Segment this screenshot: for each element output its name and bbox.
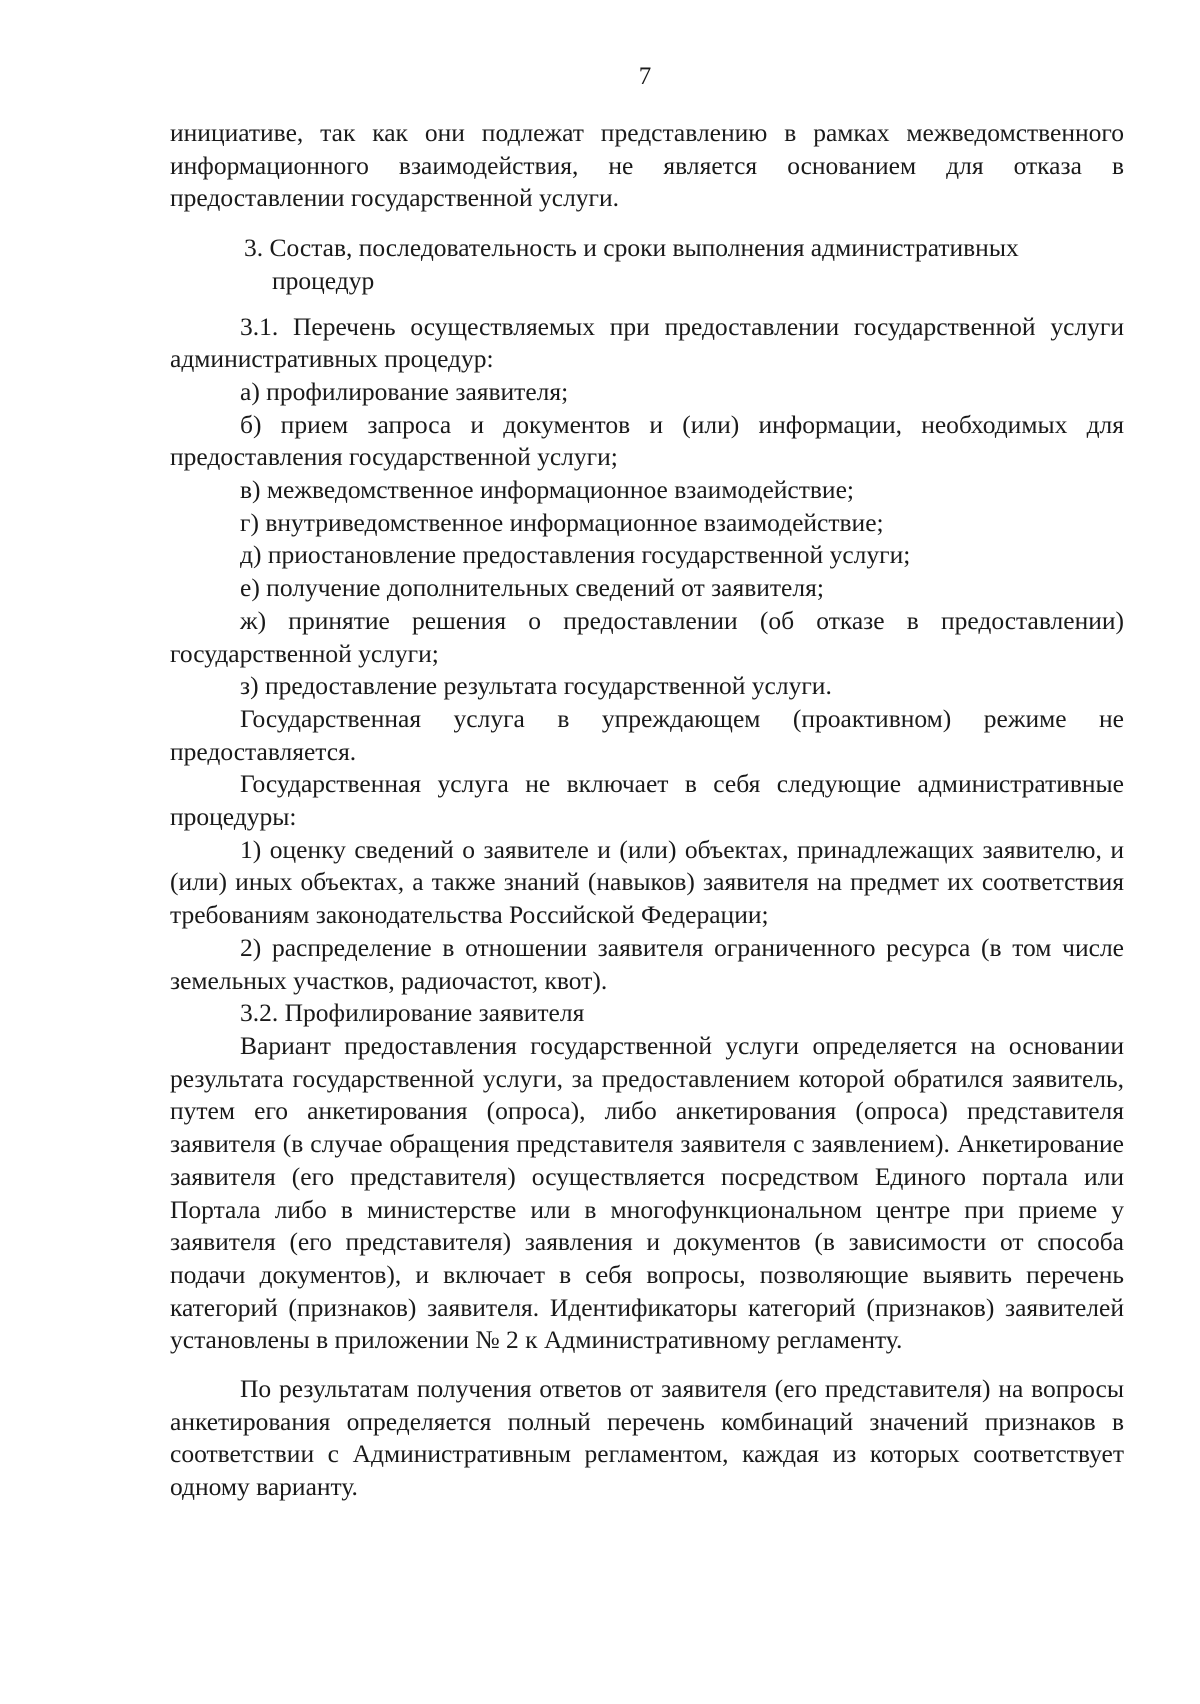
paragraph-variant: Вариант предоставления государственной услуги определяется на основании результата государственной услуги, за предоставлением которой обратился заявитель, путем его анкетирования (опроса), либо анкетирования (опроса) представителя заявителя (в случае обращения представителя заявителя с заявлением). Анкетирование заявителя (его представителя) осуществляется посредством Единого портала или Портала либо в министерстве или в многофункциональном центре при приеме у заявителя (его представителя) заявления и документов (в зависимости от способа подачи документов), и включает в себя вопросы, позволяющие выявить перечень категорий (признаков) заявителя. Идентификаторы категорий (признаков) заявителей установлены в приложении № 2 к Административному регламенту. xyxy=(170,1030,1124,1355)
section-heading-3: 3. Состав, последовательность и сроки выполнения административных процедур xyxy=(244,233,1019,295)
list-item-d: д) приостановление предоставления государственной услуги; xyxy=(240,540,911,570)
list-item-1: 1) оценку сведений о заявителе и (или) объектах, принадлежащих заявителю, и (или) иных объектах, а также знаний (навыков) заявителя на предмет их соответствия требованиям законодательства Российской Федерации; xyxy=(170,834,1124,930)
list-item-g: г) внутриведомственное информационное взаимодействие; xyxy=(240,507,884,537)
list-item-a: а) профилирование заявителя; xyxy=(240,376,569,406)
paragraph-3-1: 3.1. Перечень осуществляемых при предоставлении государственной услуги административных процедур: xyxy=(170,311,1124,374)
paragraph-3-2: 3.2. Профилирование заявителя xyxy=(240,998,585,1028)
paragraph-results: По результатам получения ответов от заявителя (его представителя) на вопросы анкетирования определяется полный перечень комбинаций значений признаков в соответствии с Административным регламентом, каждая из которых соответствует одному варианту. xyxy=(170,1374,1124,1502)
paragraph-proactive: Государственная услуга в упреждающем (проактивном) режиме не предоставляется. xyxy=(170,703,1124,766)
list-item-e: е) получение дополнительных сведений от заявителя; xyxy=(240,573,824,603)
list-item-v: в) межведомственное информационное взаимодействие; xyxy=(240,475,854,505)
list-item-2: 2) распределение в отношении заявителя ограниченного ресурса (в том числе земельных участков, радиочастот, квот). xyxy=(170,932,1124,995)
paragraph-not-include: Государственная услуга не включает в себя следующие административные процедуры: xyxy=(170,769,1124,832)
list-item-b: б) прием запроса и документов и (или) информации, необходимых для предоставления государственной услуги; xyxy=(170,409,1124,472)
list-item-z: з) предоставление результата государственной услуги. xyxy=(240,671,832,701)
paragraph-intro: инициативе, так как они подлежат представлению в рамках межведомственного информационного взаимодействия, не является основанием для отказа в предоставлении государственной услуги. xyxy=(170,118,1124,213)
document-body xyxy=(170,117,1124,1504)
list-item-zh: ж) принятие решения о предоставлении (об отказе в предоставлении) государственной услуги; xyxy=(170,605,1124,668)
page-number: 7 xyxy=(638,63,652,90)
